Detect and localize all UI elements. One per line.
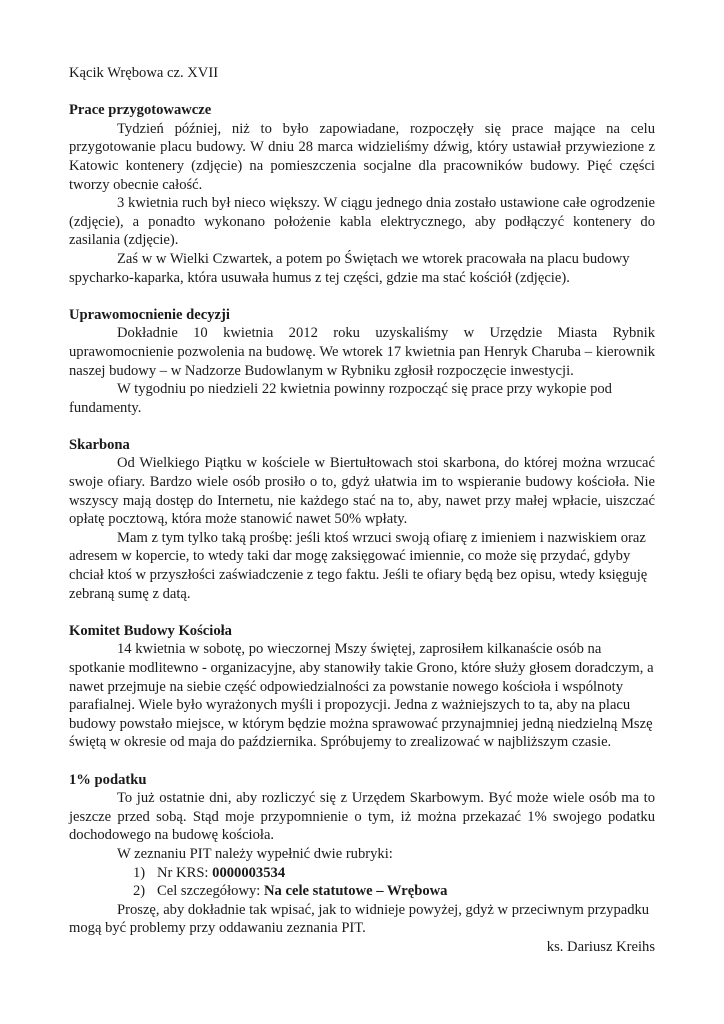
paragraph: Zaś w w Wielki Czwartek, a potem po Świętach we wtorek pracowała na placu budowy spycharko-kaparka, która usuwała humus z tej części, gdzie ma stać kościół (zdjęcie). [69,250,630,286]
paragraph: 14 kwietnia w sobotę, po wieczornej Mszy świętej, zaprosiłem kilkanaście osób na spotkanie modlitewno - organizacyjne, aby stanowiły takie Grono, które służy głosem doradczym, a nawet przejmuje na siebie część odpowiedzialności za powstanie nowego kościoła i wspólnoty parafialnej. Wiele było wyrażonych myśli i propozycji. Jedna z ważniejszych to ta, aby na placu budowy powstało miejsce, w którym będzie można sprawować przynajmniej jedną niedzielną Mszę świętą w okresie od maja do października. Spróbujemy to zrealizować w najbliższym czasie. [69,641,654,751]
document-page [69,64,655,957]
paragraph: Proszę, aby dokładnie tak wpisać, jak to widnieje powyżej, gdyż w przeciwnym przypadku mogą być problemy przy oddawaniu zeznania PIT. [69,901,650,937]
section-heading: Skarbona [69,436,130,453]
paragraph: W zeznaniu PIT należy wypełnić dwie rubryki: [117,845,393,862]
paragraph: 3 kwietnia ruch był nieco większy. W ciągu jednego dnia zostało ustawione całe ogrodzenie (zdjęcie), a ponadto wykonano położenie kabla elektrycznego, aby podłączyć kontenery do zasilania (zdjęcie). [69,195,655,249]
paragraph: W tygodniu po niedzieli 22 kwietnia powinny rozpocząć się prace przy wykopie pod fundamenty. [69,381,612,416]
paragraph: To już ostatnie dni, aby rozliczyć się z Urzędem Skarbowym. Być może wiele osób ma to jeszcze przed sobą. Stąd moje przypomnienie o tym, iż można przekazać 1% swojego podatku dochodowego na budowę kościoła. [69,790,655,844]
section-skarbona [69,436,655,603]
paragraph: Dokładnie 10 kwietnia 2012 roku uzyskaliśmy w Urzędzie Miasta Rybnik uprawomocnienie pozwolenia na budowę. We wtorek 17 kwietnia pan Henryk Charuba – kierownik naszej budowy – w Nadzorze Budowlanym w Rybniku zgłosił rozpoczęcie inwestycji. [69,325,655,379]
section-heading: Uprawomocnienie decyzji [69,306,230,323]
section-komitet [69,622,655,752]
signature: ks. Dariusz Kreihs [546,938,655,955]
list-item [69,882,655,901]
section-prace [69,101,655,287]
list-item [69,864,655,883]
pit-fields-list [69,864,655,901]
section-podatek [69,771,655,938]
list-number: 1) [133,864,146,881]
list-label: Nr KRS: [157,864,213,881]
paragraph: Mam z tym tylko taką prośbę: jeśli ktoś wrzuci swoją ofiarę z imieniem i nazwiskiem oraz adresem w kopercie, to wtedy taki dar mogę zaksięgować imiennie, co może się przydać, gdyby chciał ktoś w przyszłości zaświadczenie z tego faktu. Jeśli te ofiary będą bez opisu, wtedy księguję zebraną sumę z datą. [69,529,648,602]
list-number: 2) [133,883,146,900]
krs-number: 0000003534 [212,864,286,881]
document-title: Kącik Wrębowa cz. XVII [69,65,219,81]
section-heading: Komitet Budowy Kościoła [69,622,232,639]
section-uprawomocnienie [69,306,655,418]
paragraph: Od Wielkiego Piątku w kościele w Biertułtowach stoi skarbona, do której można wrzucać swoje ofiary. Bardzo wiele osób prosiło o to, gdyż ułatwia im to wspieranie budowy kościoła. Nie wszyscy mają dostęp do Internetu, nie każdego stać na to, aby, nawet przy małej wpłacie, uiszczać opłatę pocztową, która może stanowić nawet 50% wpłaty. [69,455,655,528]
list-label: Cel szczegółowy: [157,883,264,900]
purpose-value: Na cele statutowe – Wrębowa [264,883,448,900]
section-heading: 1% podatku [69,771,147,788]
section-heading: Prace przygotowawcze [69,102,212,119]
paragraph: Tydzień później, niż to było zapowiadane, rozpoczęły się prace mające na celu przygotowanie placu budowy. W dniu 28 marca widzieliśmy dźwig, który ustawiał przywiezione z Katowic kontenery (zdjęcie) na pomieszczenia socjalne dla pracowników budowy. Pięć części tworzy obecnie całość. [69,120,655,193]
